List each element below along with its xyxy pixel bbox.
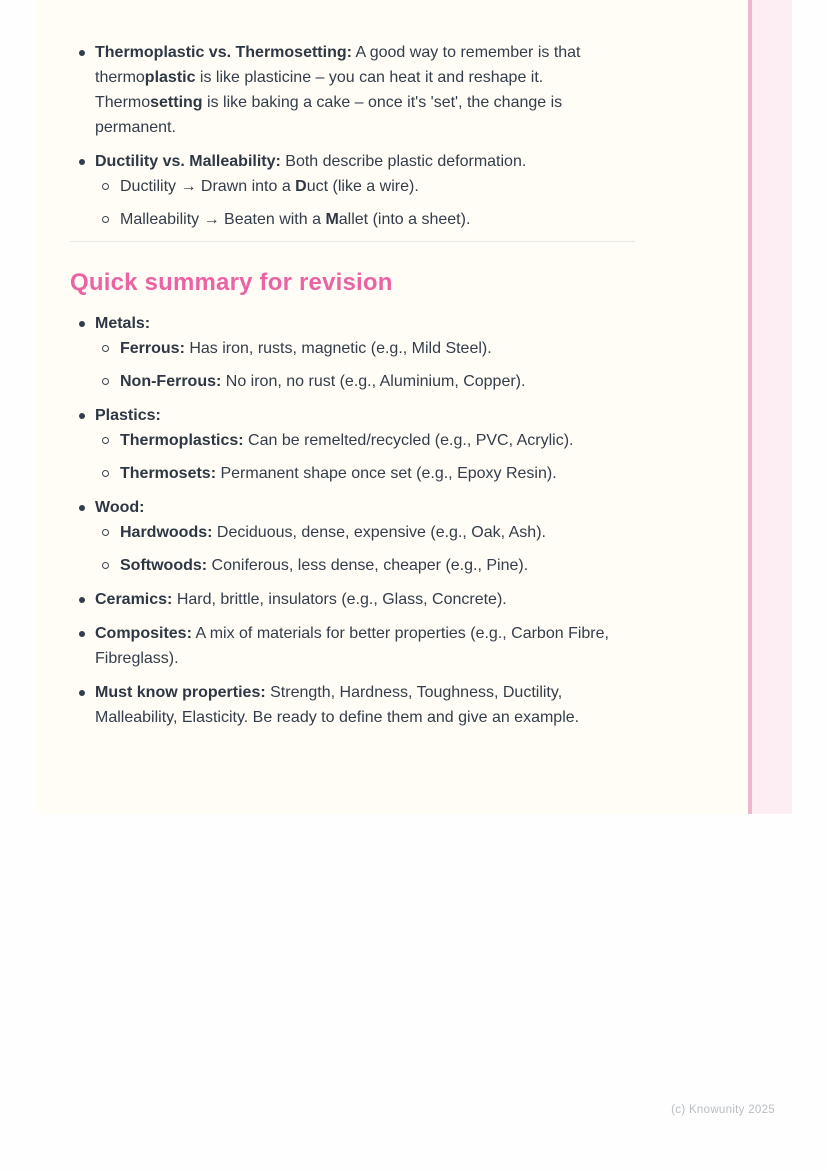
bullet-dot-icon [79, 505, 85, 511]
list-item-text: Hardwoods: Deciduous, dense, expensive (e.g., Oak, Ash). [120, 524, 546, 541]
list-item [70, 621, 720, 671]
sub-list [95, 428, 720, 486]
bullet-circle-icon [102, 183, 109, 190]
list-item-text: Ductility → Drawn into a Duct (like a wire). [120, 178, 419, 195]
list-item-text: Wood: [95, 499, 145, 516]
list-item [70, 495, 720, 578]
section-heading: Quick summary for revision [70, 269, 393, 296]
list-item-text: Composites: A mix of materials for better properties (e.g., Carbon Fibre, Fibreglass). [95, 625, 609, 667]
bullet-dot-icon [79, 321, 85, 327]
sub-list [95, 520, 720, 578]
key-differences-list [70, 40, 720, 232]
list-item-text: Metals: [95, 315, 151, 332]
sub-list [95, 174, 720, 232]
list-item [95, 461, 720, 486]
note-content [36, 0, 720, 730]
page-edge-accent-bar [748, 0, 792, 814]
list-item [70, 403, 720, 486]
list-item [95, 174, 720, 199]
list-item-text: Thermosets: Permanent shape once set (e.g., Epoxy Resin). [120, 465, 557, 482]
list-item-text: Thermoplastics: Can be remelted/recycled (e.g., PVC, Acrylic). [120, 432, 574, 449]
bullet-circle-icon [102, 437, 109, 444]
bullet-circle-icon [102, 562, 109, 569]
footer-copyright: (c) Knowunity 2025 [671, 1104, 775, 1116]
summary-list [70, 311, 720, 730]
list-item-text: Softwoods: Coniferous, less dense, cheaper (e.g., Pine). [120, 557, 529, 574]
list-item [70, 311, 720, 394]
list-item [70, 149, 720, 232]
bullet-dot-icon [79, 631, 85, 637]
list-item-text: Thermoplastic vs. Thermosetting: A good way to remember is that thermoplastic is like plasticine – you can heat it and reshape it. Thermosetting is like baking a cake – once it's 'set', the change is permanent. [95, 44, 581, 136]
list-item-text: Non-Ferrous: No iron, no rust (e.g., Aluminium, Copper). [120, 373, 526, 390]
list-item [95, 336, 720, 361]
bullet-dot-icon [79, 50, 85, 56]
list-item [70, 587, 720, 612]
bullet-dot-icon [79, 413, 85, 419]
bullet-dot-icon [79, 690, 85, 696]
list-item-text: Ceramics: Hard, brittle, insulators (e.g., Glass, Concrete). [95, 591, 507, 608]
list-item [95, 369, 720, 394]
list-item [95, 520, 720, 545]
list-item-text: Must know properties: Strength, Hardness, Toughness, Ductility, Malleability, Elasticity. Be ready to define them and give an example. [95, 684, 580, 726]
list-item-text: Plastics: [95, 407, 161, 424]
list-item-text: Malleability → Beaten with a Mallet (into a sheet). [120, 211, 471, 228]
bullet-dot-icon [79, 159, 85, 165]
bullet-dot-icon [79, 597, 85, 603]
list-item [95, 207, 720, 232]
list-item-text: Ductility vs. Malleability: Both describe plastic deformation. [95, 153, 527, 170]
bullet-circle-icon [102, 216, 109, 223]
bullet-circle-icon [102, 470, 109, 477]
list-item [95, 553, 720, 578]
bullet-circle-icon [102, 378, 109, 385]
section-divider [70, 241, 635, 242]
list-item [95, 428, 720, 453]
bullet-circle-icon [102, 345, 109, 352]
list-item-text: Ferrous: Has iron, rusts, magnetic (e.g., Mild Steel). [120, 340, 492, 357]
note-content-card [36, 0, 792, 814]
list-item [70, 40, 720, 140]
bullet-circle-icon [102, 529, 109, 536]
list-item [70, 680, 720, 730]
sub-list [95, 336, 720, 394]
